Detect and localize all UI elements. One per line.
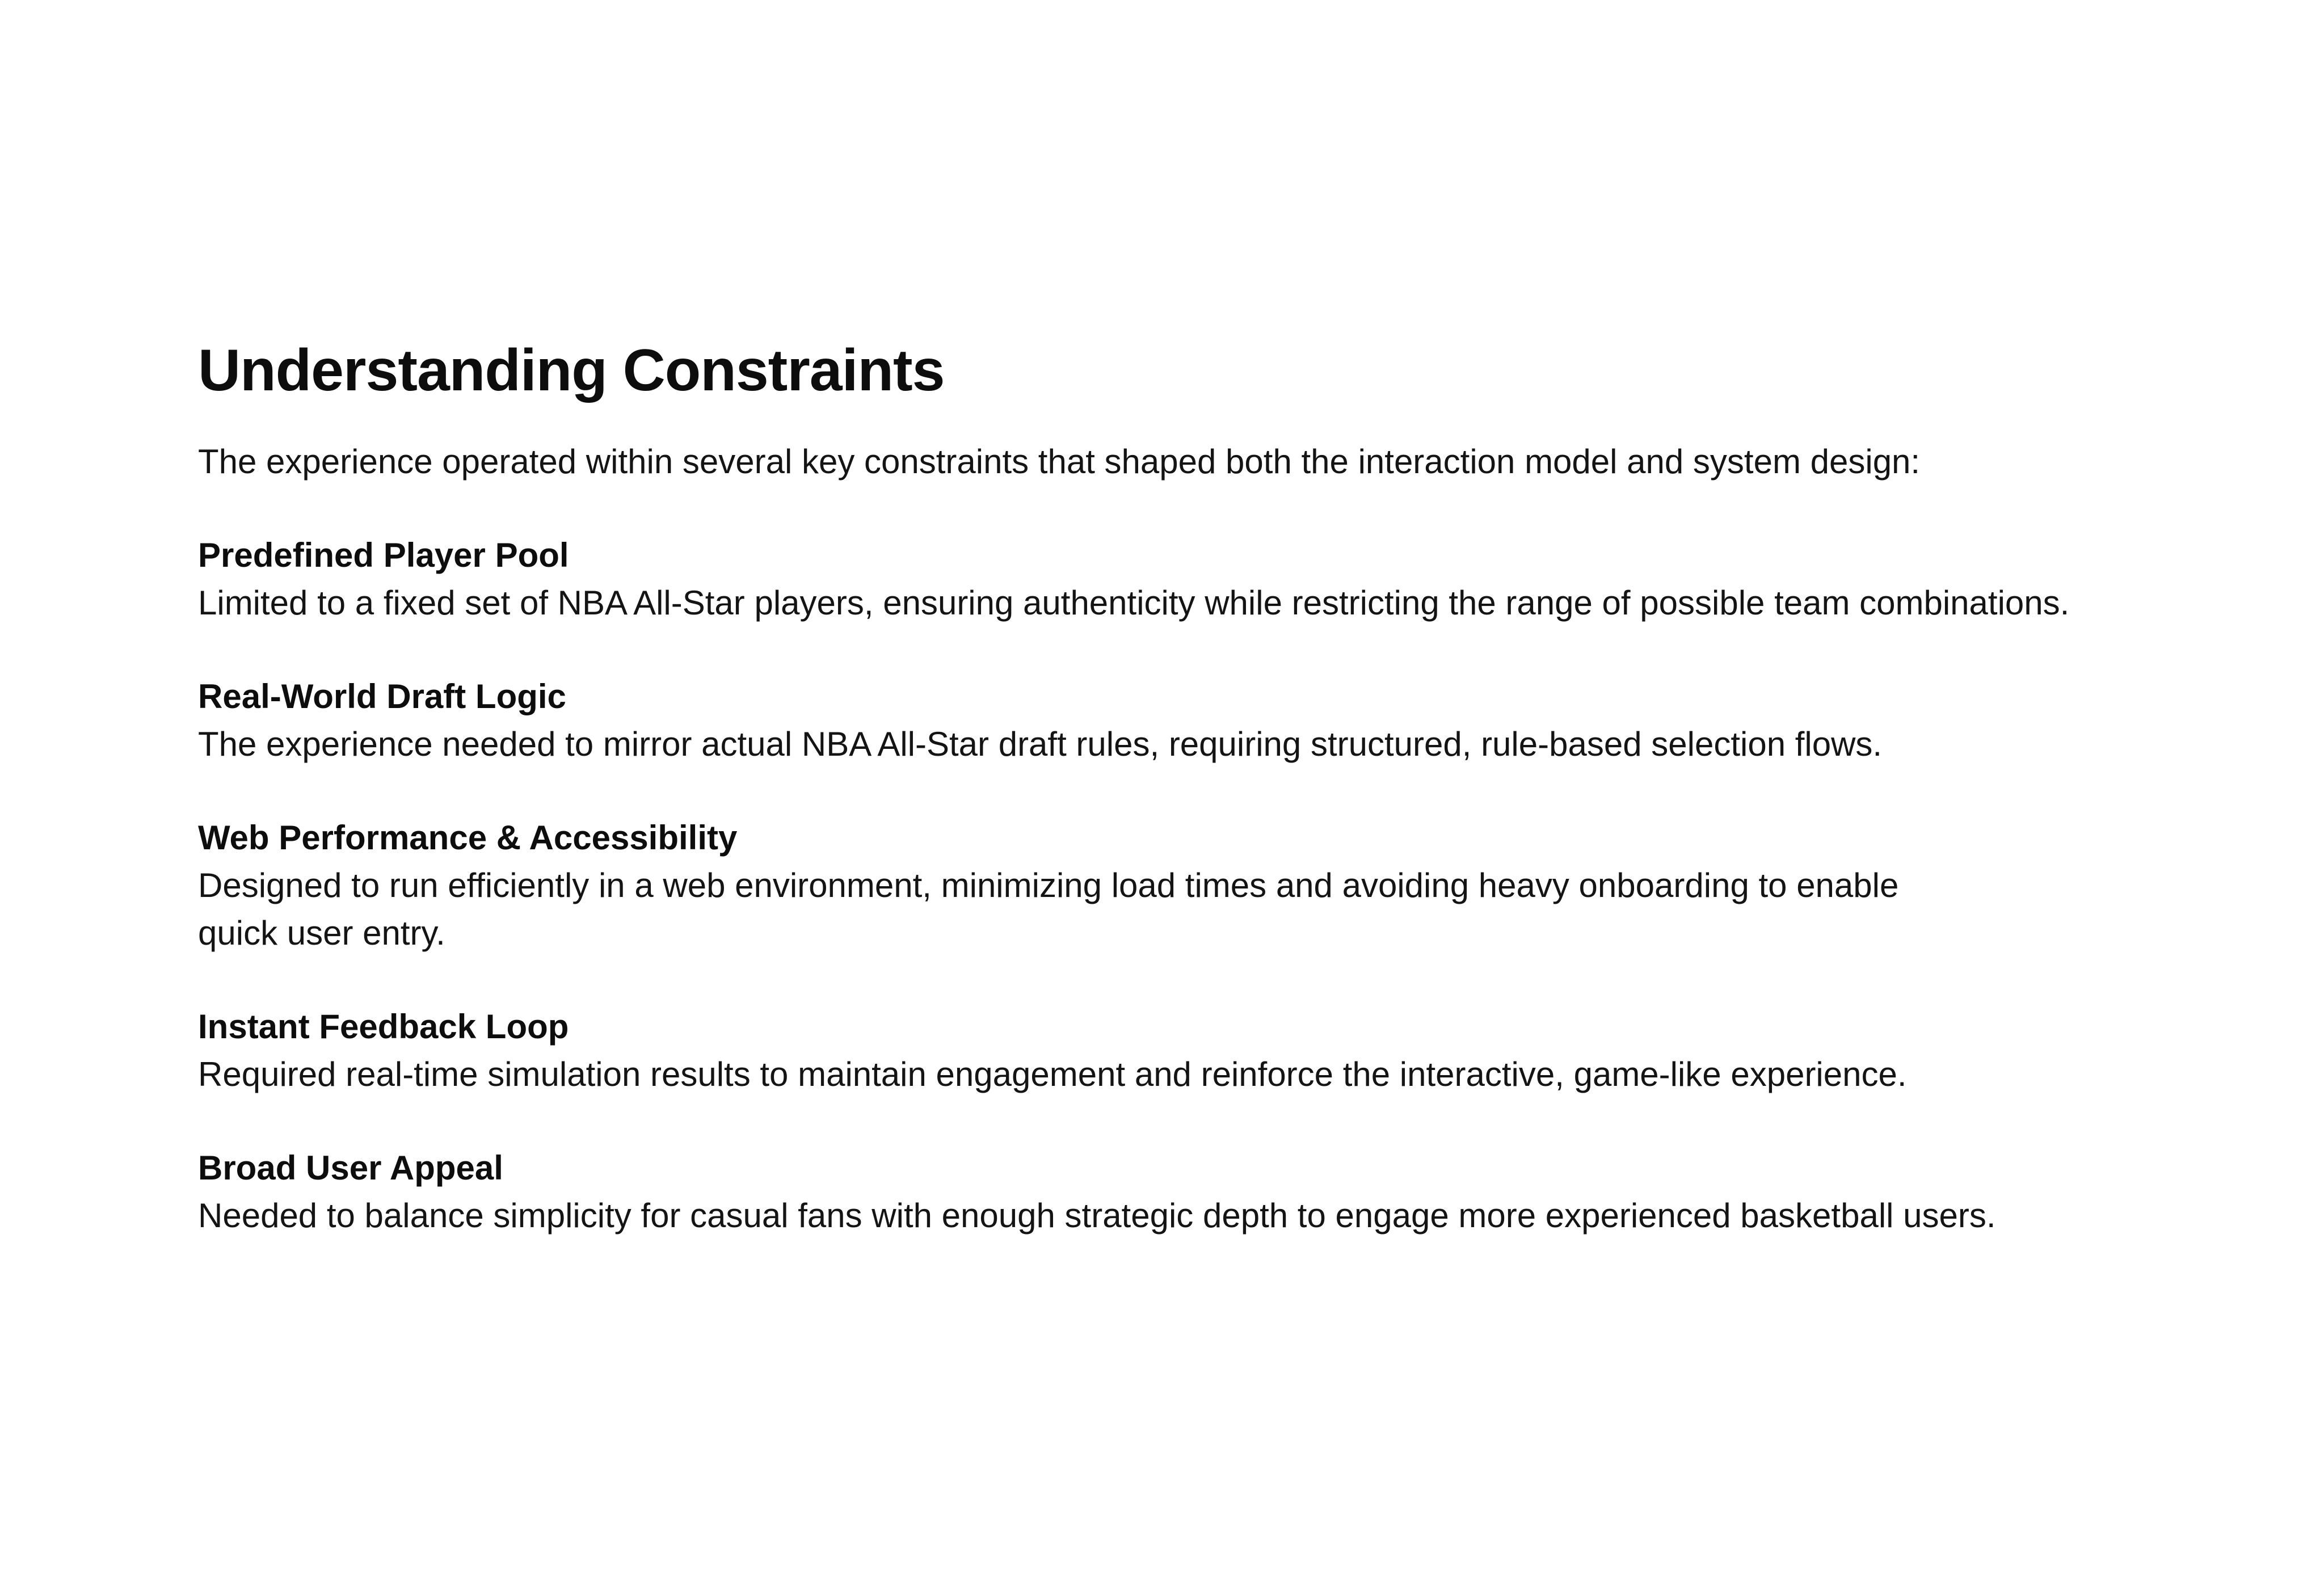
constraint-title: Instant Feedback Loop (198, 1008, 569, 1046)
constraint-real-world-draft-logic (198, 673, 2286, 768)
constraint-description: Designed to run efficiently in a web environment, minimizing load times and avoiding heavy onboarding to enable quick user entry. (198, 866, 1899, 952)
constraint-title: Real-World Draft Logic (198, 677, 566, 715)
intro-paragraph: The experience operated within several key constraints that shaped both the interaction model and system design: (198, 443, 1921, 481)
constraint-broad-user-appeal (198, 1144, 2286, 1240)
constraint-title: Web Performance & Accessibility (198, 819, 738, 857)
constraint-title: Predefined Player Pool (198, 536, 569, 574)
constraint-description: Needed to balance simplicity for casual fans with enough strategic depth to engage more experienced basketball users. (198, 1197, 1996, 1235)
constraint-predefined-player-pool (198, 532, 2286, 627)
constraint-description: Required real-time simulation results to maintain engagement and reinforce the interactive, game-like experience. (198, 1055, 1907, 1093)
constraint-instant-feedback-loop (198, 1003, 2286, 1098)
constraint-description: The experience needed to mirror actual NBA All-Star draft rules, requiring structured, rule-based selection flows. (198, 725, 1883, 763)
constraints-section (198, 334, 2286, 1240)
page-title: Understanding Constraints (198, 338, 945, 403)
constraint-description: Limited to a fixed set of NBA All-Star players, ensuring authenticity while restricting the range of possible team combinations. (198, 584, 2070, 622)
constraint-title: Broad User Appeal (198, 1149, 503, 1187)
constraint-web-performance-accessibility (198, 814, 2286, 957)
